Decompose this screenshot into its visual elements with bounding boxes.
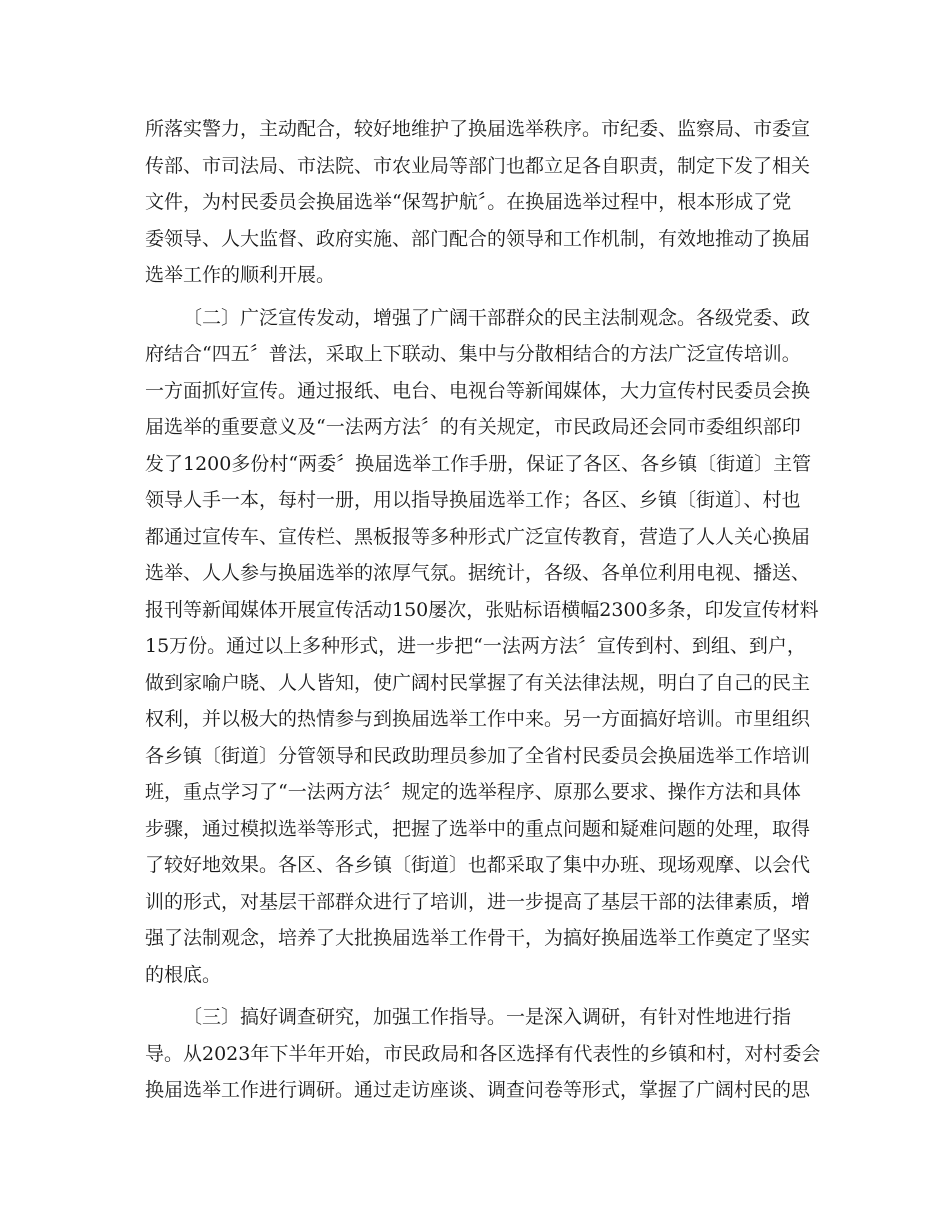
- paragraph-2-line-9: 报刊等新闻媒体开展宣传活动150屡次，张贴标语横幅2300多条，印发宣传材料: [145, 598, 819, 621]
- paragraph-3-line-3: 换届选举工作进行调研。通过走访座谈、调查问卷等形式，掌握了广阔村民的思: [145, 1079, 811, 1101]
- paragraph-2-line-14: 班，重点学习了“一法两方法〞规定的选举程序、原那么要求、操作方法和具体: [145, 781, 801, 803]
- paragraph-2-line-13: 各乡镇〔街道〕分管领导和民政助理员参加了全省村民委员会换届选举工作培训: [145, 744, 811, 767]
- paragraph-2-line-12: 权利，并以极大的热情参与到换届选举工作中来。另一方面搞好培训。市里组织: [145, 708, 811, 730]
- paragraph-3-line-2: 导。从2023年下半年开始，市民政局和各区选择有代表性的乡镇和村，对村委会: [145, 1042, 821, 1065]
- paragraph-1-line-4: 委领导、人大监督、政府实施、部门配合的领导和工作机制，有效地推动了换届: [145, 227, 811, 250]
- paragraph-1-line-2: 传部、市司法局、市法院、市农业局等部门也都立足各自职责，制定下发了相关: [145, 154, 811, 177]
- paragraph-2-line-10: 15万份。通过以上多种形式，进一步把“一法两方法〞宣传到村、到组、到户，: [145, 635, 806, 657]
- paragraph-1-line-1: 所落实警力，主动配合，较好地维护了换届选举秩序。市纪委、监察局、市委宣: [145, 118, 811, 140]
- paragraph-2-line-7: 都通过宣传车、宣传栏、黑板报等多种形式广泛宣传教育，营造了人人关心换届: [145, 525, 811, 548]
- paragraph-2-line-6: 领导人手一本，每村一册，用以指导换届选举工作；各区、乡镇〔街道〕、村也: [145, 489, 801, 511]
- paragraph-2-line-3: 一方面抓好宣传。通过报纸、电台、电视台等新闻媒体，大力宣传村民委员会换: [145, 379, 811, 402]
- paragraph-2-line-4: 届选举的重要意义及“一法两方法〞的有关规定，市民政局还会同市委组织部印: [145, 416, 801, 438]
- paragraph-2-line-19: 的根底。: [145, 963, 222, 986]
- paragraph-2-line-2: 府结合“四五〞普法，采取上下联动、集中与分散相结合的方法广泛宣传培训。: [145, 343, 801, 365]
- paragraph-2-line-8: 选举、人人参与换届选举的浓厚气氛。据统计，各级、各单位利用电视、播送、: [145, 562, 811, 584]
- paragraph-2-line-16: 了较好地效果。各区、各乡镇〔街道〕也都采取了集中办班、现场观摩、以会代: [145, 854, 811, 876]
- paragraph-2-line-18: 强了法制观念，培养了大批换届选举工作骨干，为搞好换届选举工作奠定了坚实: [145, 927, 811, 949]
- paragraph-2-line-11: 做到家喻户晓、人人皆知，使广阔村民掌握了有关法律法规，明白了自己的民主: [145, 671, 811, 694]
- paragraph-3-line-1: 〔三〕搞好调查研究，加强工作指导。一是深入调研，有针对性地进行指: [183, 1006, 792, 1028]
- paragraph-2-line-5: 发了1200多份村“两委〞换届选举工作手册，保证了各区、各乡镇〔街道〕主管: [145, 452, 812, 475]
- paragraph-1-line-3: 文件，为村民委员会换届选举“保驾护航〞。在换届选举过程中，根本形成了党: [145, 191, 792, 213]
- paragraph-2-line-1: 〔二〕广泛宣传发动，增强了广阔干部群众的民主法制观念。各级党委、政: [183, 306, 811, 329]
- paragraph-2-line-15: 步骤，通过模拟选举等形式，把握了选举中的重点问题和疑难问题的处理，取得: [145, 817, 811, 840]
- paragraph-1-line-5: 选举工作的顺利开展。: [145, 264, 336, 286]
- paragraph-2-line-17: 训的形式，对基层干部群众进行了培训，进一步提高了基层干部的法律素质，增: [145, 890, 811, 913]
- document-body: [145, 111, 821, 1109]
